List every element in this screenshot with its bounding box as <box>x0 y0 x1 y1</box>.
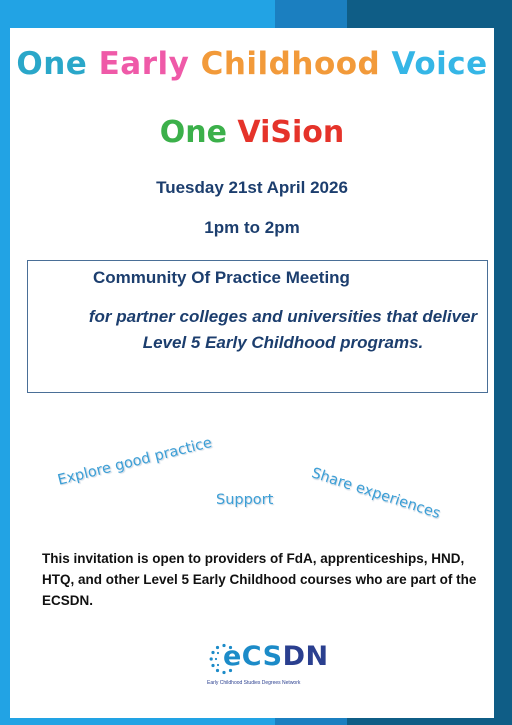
highlight-explore: Explore good practice <box>56 434 214 489</box>
logo-wordmark <box>223 641 329 672</box>
logo-prefix: eCS <box>223 641 283 672</box>
title-word-childhood: Childhood <box>200 46 381 82</box>
title-word-voice: Voice <box>391 46 488 82</box>
highlight-share: Share experiences <box>309 465 443 523</box>
event-date: Tuesday 21st April 2026 <box>156 178 348 197</box>
meeting-heading: Community Of Practice Meeting <box>93 268 350 287</box>
poster-subtitle <box>10 115 494 150</box>
meeting-description: for partner colleges and universities that deliver Level 5 Early Childhood programs. <box>88 307 478 352</box>
poster-card <box>10 28 494 718</box>
meeting-info-box <box>27 260 488 393</box>
poster-title <box>10 46 494 82</box>
highlight-support: Support <box>216 492 274 508</box>
subtitle-word-one: One <box>159 115 227 150</box>
subtitle-word-vision: ViSion <box>237 115 345 150</box>
invitation-text: This invitation is open to providers of FdA, apprenticeships, HND, HTQ, and other Level 5 Early Childhood courses who are part of the ECSDN. <box>42 551 477 608</box>
event-time: 1pm to 2pm <box>204 218 300 237</box>
title-word-early: Early <box>98 46 190 82</box>
title-word-one: One <box>16 46 88 82</box>
ecsdn-logo <box>201 641 331 691</box>
logo-suffix: DN <box>282 641 329 672</box>
logo-tagline: Early Childhood Studies Degrees Network <box>207 680 301 686</box>
